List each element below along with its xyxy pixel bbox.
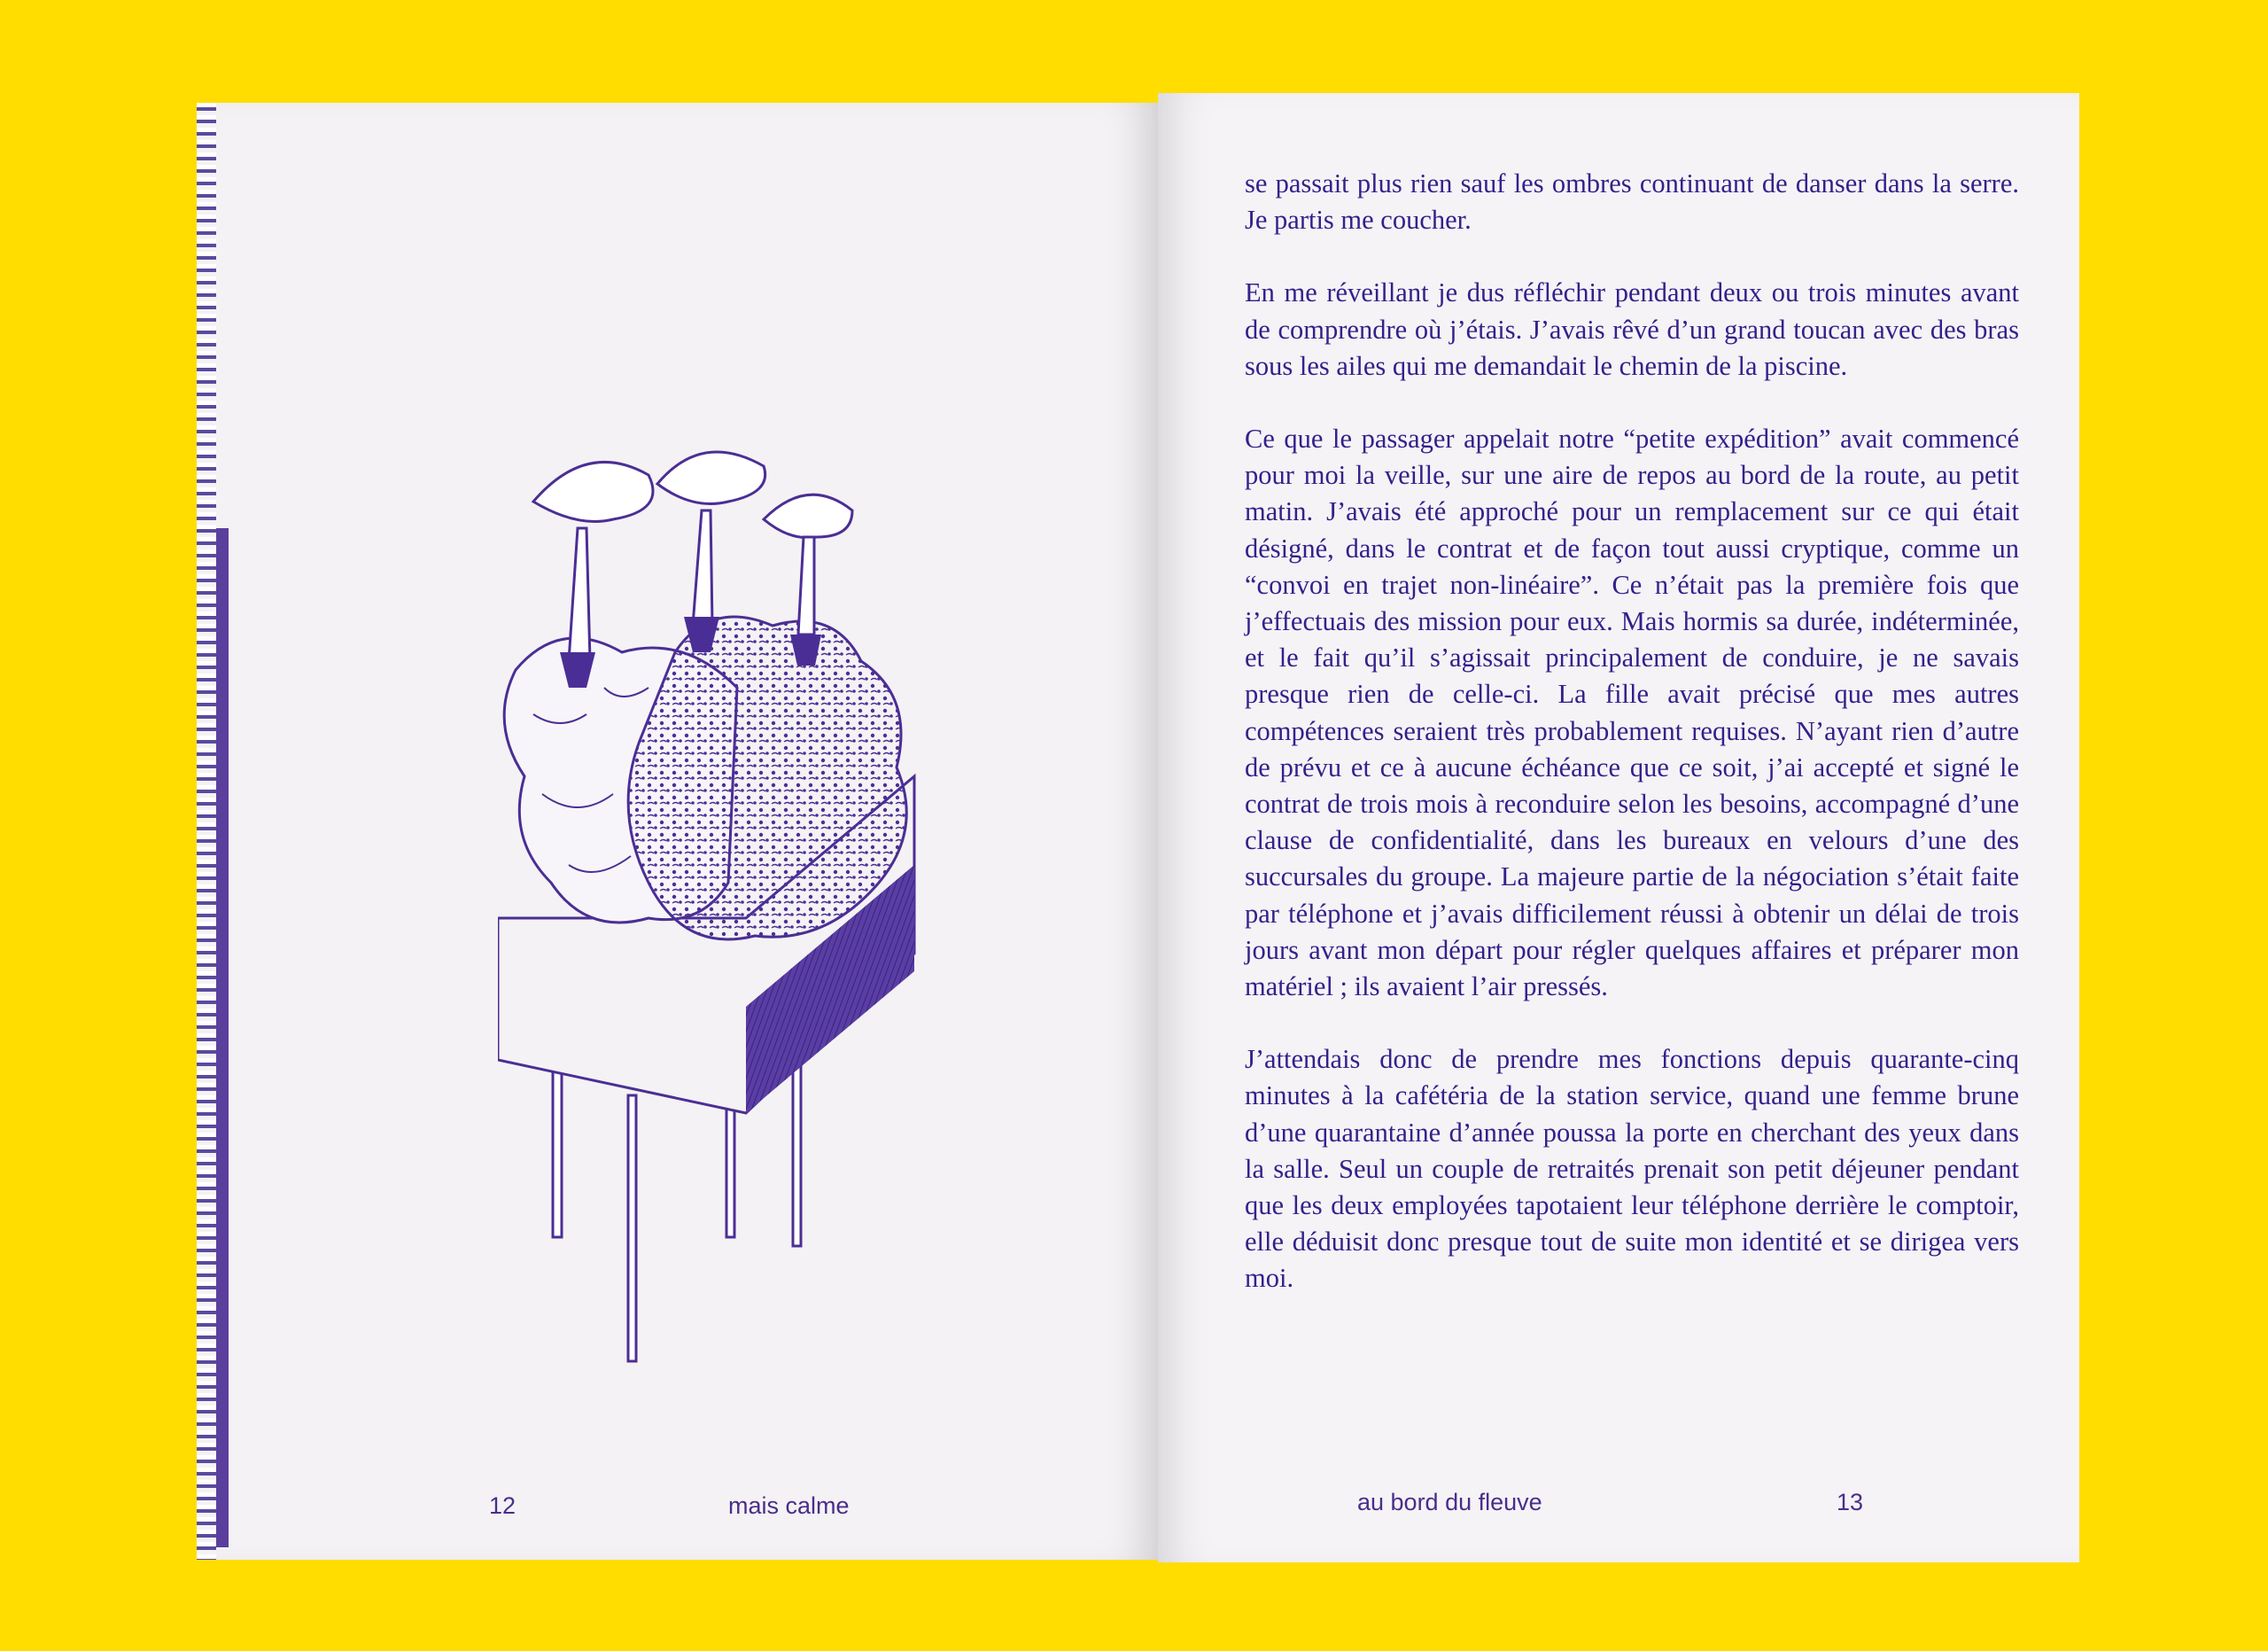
right-page [1158,93,2079,1562]
paragraph: Ce que le passager appelait notre “petite expédition” avait commencé pour moi la veille, sur une aire de repos au bord de la route, au petit matin. J’avais été approché pour un remplacement sur ce qui était désigné, dans le contrat et de façon tout aussi cryptique, comme un “convoi en trajet non-linéaire”. Ce n’était pas la première fois que j’effectuais des mission pour eux. Mais hormis sa durée, indéterminée, et le fait qu’il s’agissait principalement de conduire, je ne savais presque rien de celle-ci. La fille avait précisé que mes autres compétences seraient très probablement requises. N’ayant rien d’autre de prévu et ce à aucune échéance que ce soit, j’ai accepté et signé le contrat de trois mois à reconduire selon les besoins, accompagné d’une clause de confidentialité, dans les bureaux en velours d’une des succursales du groupe. La majeure partie de la négociation s’était faite par téléphone et j’avais difficilement réussi à obtenir un délai de trois jours avant mon départ pour régler quelques affaires et préparer mon matériel ; ils avaient l’air pressés. [1245,424,2019,1002]
page-number-right: 13 [1836,1489,1863,1515]
paragraph: se passait plus rien sauf les ombres continuant de danser dans la serre. Je partis me coucher. [1245,168,2019,236]
paragraph: En me réveillant je dus réfléchir pendant deux ou trois minutes avant de comprendre où j’étais. J’avais rêvé d’un grand toucan avec des bras sous les ailes qui me demandait le chemin de la piscine. [1245,277,2019,381]
purple-edge-strip [216,528,229,1547]
page-number-left: 12 [489,1492,517,1519]
body-text [1245,166,2019,1334]
paragraph: J’attendais donc de prendre mes fonctions depuis quarante-cinq minutes à la cafétéria de la station service, quand une femme brune d’une quarantaine d’année poussa la porte en cherchant des yeux dans la salle. Seul un couple de retraités prenait son petit déjeuner pendant que les deux employées tapotaient leur téléphone derrière le comptoir, elle déduisit donc presque tout de suite mon identité et se dirigea vers moi. [1245,1044,2019,1294]
perforated-edge [197,103,216,1560]
running-head-left: mais calme [728,1492,850,1519]
greenhouse-bush-mushroom-illustration [498,422,959,1370]
running-head-right: au bord du fleuve [1357,1489,1542,1515]
left-page [197,103,1158,1560]
